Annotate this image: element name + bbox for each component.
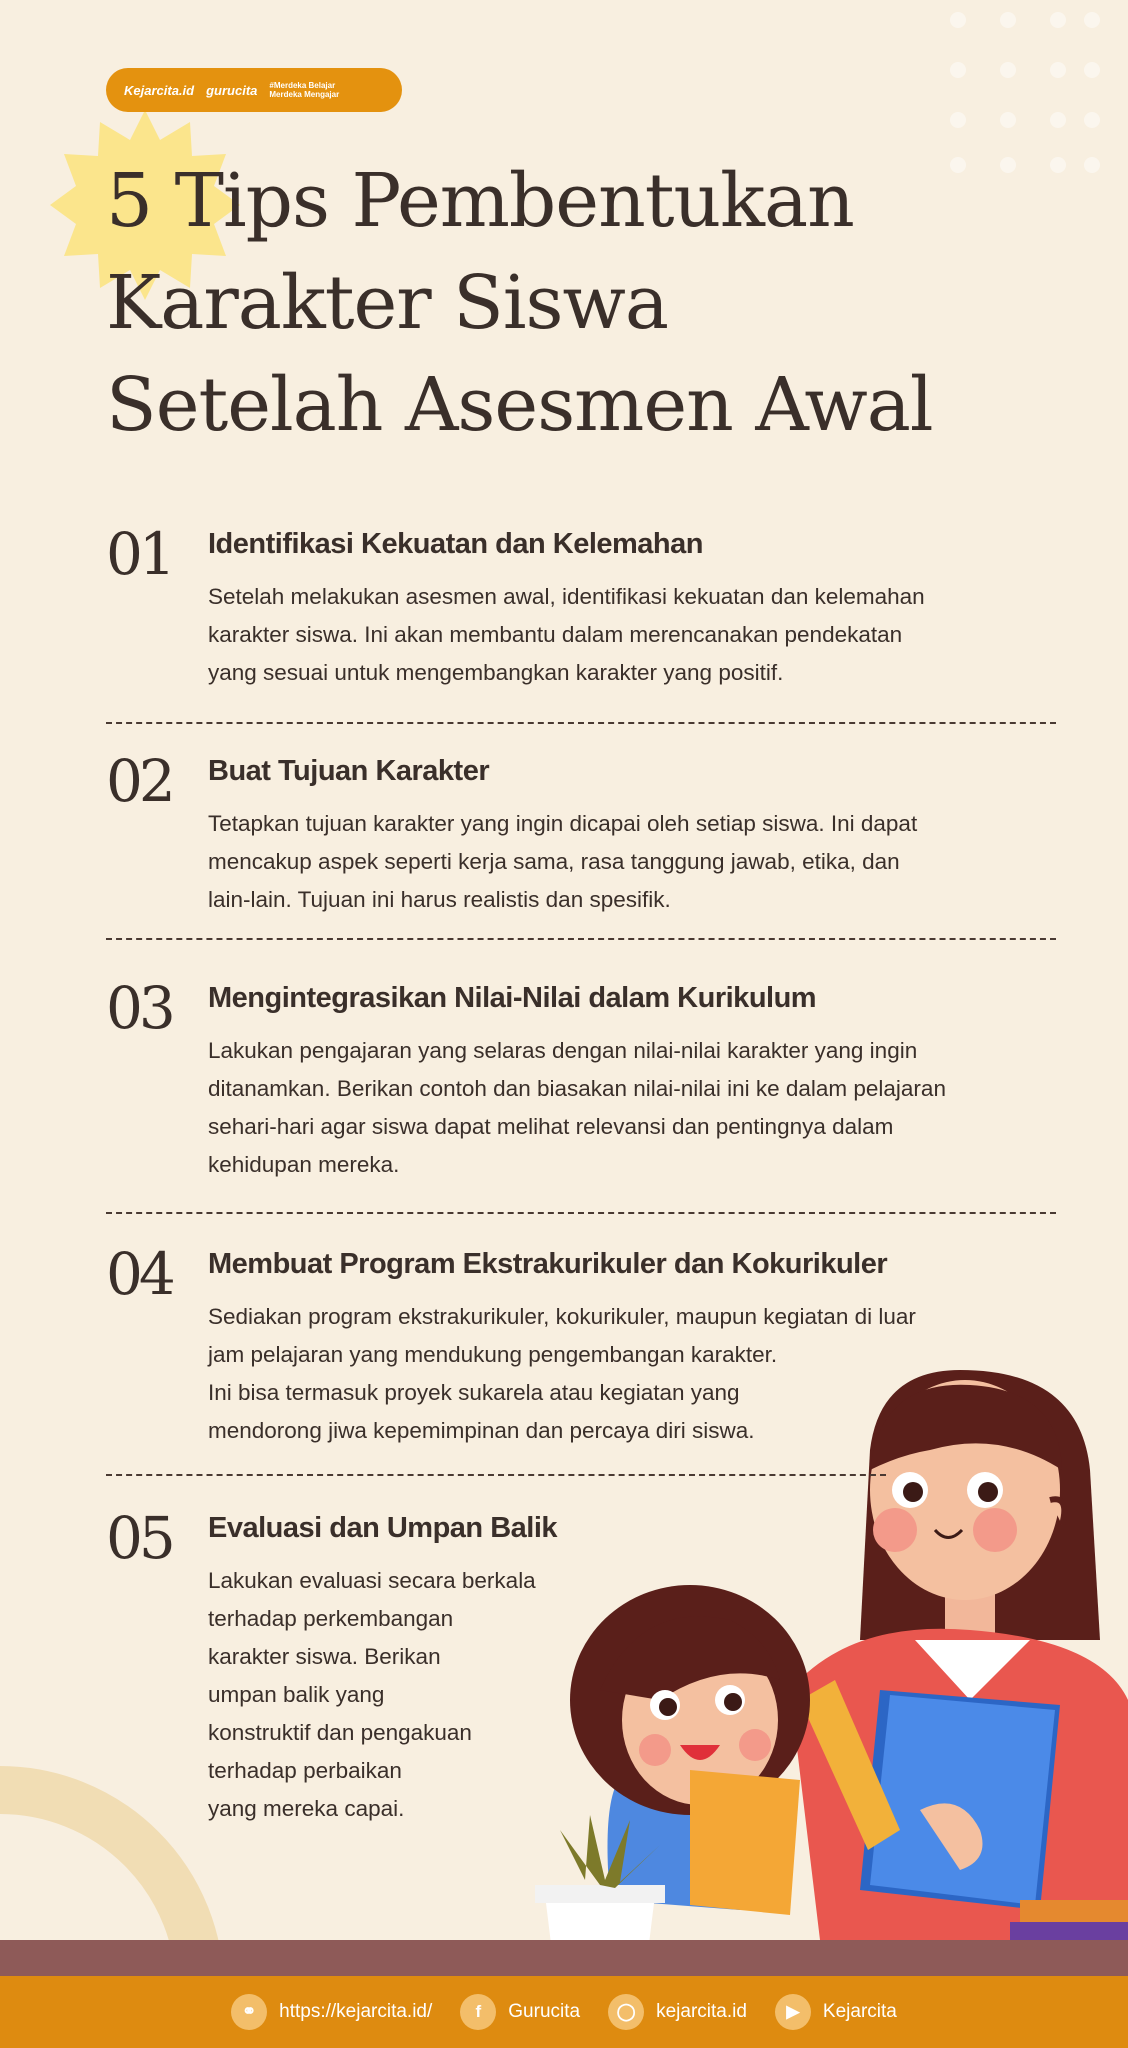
decorative-dot-grid [950,12,1100,172]
tip-5-number: 05 [106,1504,172,1572]
child-figure [570,1585,810,1910]
tip-3-body: Lakukan pengajaran yang selaras dengan nilai-nilai karakter yang ingin ditanamkan. Berikan contoh dan biasakan nilai-nilai ini ke dalam pelajaran sehari-hari agar siswa dapat melihat relevansi dan pentingnya dalam kehidupan mereka. [208,1038,946,1177]
orange-book [690,1770,800,1915]
tip-5-heading: Evaluasi dan Umpan Balik [208,1512,558,1544]
merdeka-tagline [269,81,339,99]
tip-4-heading: Membuat Program Ekstrakurikuler dan Kokurikuler [208,1248,888,1280]
tip-2-body: Tetapkan tujuan karakter yang ingin dicapai oleh setiap siswa. Ini dapat mencakup aspek seperti kerja sama, rasa tanggung jawab, etika, dan lain-lain. Tujuan ini harus realistis dan spesifik. [208,811,918,912]
title-line-1: 5 Tips Pembentukan [106,158,854,244]
tip-1-body: Setelah melakukan asesmen awal, identifikasi kekuatan dan kelemahan karakter siswa. Ini akan membantu dalam merencanakan pendekatan yang sesuai untuk mengembangkan karakter yang positif. [208,584,925,685]
instagram-link[interactable]: kejarcita.id [656,2001,747,2022]
footer-facebook[interactable] [460,1994,580,2030]
kejarcita-logo: Kejarcita.id [124,82,195,98]
blue-book [860,1690,1060,1910]
tip-5-body: Lakukan evaluasi secara berkala terhadap perkembangan karakter siswa. Berikan umpan balik yang konstruktif dan pengakuan terhadap perbaikan yang mereka capai. [208,1568,536,1821]
website-link[interactable]: https://kejarcita.id/ [279,2001,433,2022]
youtube-icon: ▶ [775,1994,811,2030]
instagram-icon: ◯ [608,1994,644,2030]
tip-1-heading: Identifikasi Kekuatan dan Kelemahan [208,528,703,560]
tip-2-number: 02 [106,747,172,815]
gurucita-logo: gurucita [206,82,258,98]
youtube-link[interactable]: Kejarcita [822,2001,897,2022]
footer-website[interactable] [231,1994,432,2030]
teacher-hand [920,1803,983,1870]
title-line-3: Setelah Asesmen Awal [106,362,933,448]
divider-3 [106,1212,1056,1214]
page-title [106,150,1006,456]
globe-icon: ⚭ [231,1994,267,2030]
title-line-2: Karakter Siswa [106,260,668,346]
footer-youtube[interactable] [775,1994,897,2030]
teacher-figure [790,1370,1128,1940]
brand-pill [106,68,402,112]
tagline-line1: #Merdeka Belajar [269,81,336,90]
footer-instagram[interactable] [608,1994,747,2030]
tip-3-heading: Mengintegrasikan Nilai-Nilai dalam Kurikulum [208,982,817,1014]
tip-3-number: 03 [106,974,172,1042]
floor-strip [0,1940,1128,1976]
ruler [800,1680,900,1850]
divider-2 [106,938,1056,940]
facebook-link[interactable]: Gurucita [508,2001,581,2022]
tip-2-heading: Buat Tujuan Karakter [208,755,490,787]
tip-4-number: 04 [106,1240,172,1308]
divider-4 [106,1474,886,1476]
book-stack-top [1020,1900,1128,1922]
tip-1-number: 01 [106,520,172,588]
facebook-icon: f [460,1994,496,2030]
tip-4-body: Sediakan program ekstrakurikuler, kokurikuler, maupun kegiatan di luar jam pelajaran yang mendukung pengembangan karakter. Ini bisa termasuk proyek sukarela atau kegiatan yang mendorong jiwa kepemimpinan dan percaya diri siswa. [208,1304,916,1443]
footer-bar [0,1976,1128,2048]
tagline-line2: Merdeka Mengajar [269,90,340,99]
divider-1 [106,722,1056,724]
